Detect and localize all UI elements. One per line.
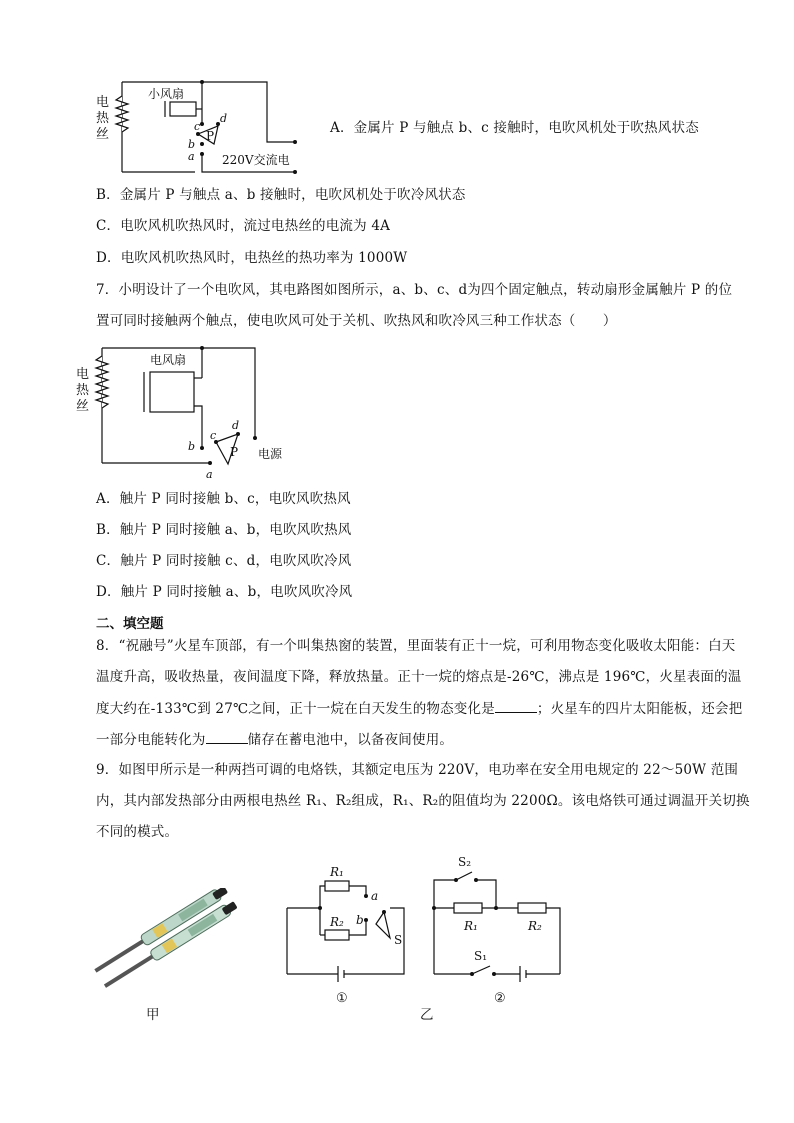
c2-label-r1: R₁ — [464, 919, 478, 933]
c1-caption: ① — [336, 991, 348, 1006]
q7-contact-b: b — [188, 440, 196, 453]
q7-option-a: A．触片 P 同时接触 b、c，电吹风吹热风 — [96, 491, 351, 507]
q7-contact-c: c — [210, 429, 217, 442]
q6-option-d: D．电吹风机吹热风时，电热丝的热功率为 1000W — [96, 250, 408, 266]
q6-heater-char-1: 电 — [96, 95, 110, 110]
q7-option-b: B．触片 P 同时接触 a、b，电吹风吹热风 — [96, 522, 352, 538]
q8-blank-2[interactable] — [206, 729, 248, 744]
q8-line-4-end: 储存在蓄电池中，以备夜间使用。 — [247, 732, 454, 748]
fig-label-jia: 甲 — [146, 1007, 160, 1023]
q6-option-a: A．金属片 P 与触点 b、c 接触时，电吹风机处于吹热风状态 — [330, 120, 699, 136]
c2-label-r2: R₂ — [528, 919, 542, 933]
q6-source-label: 220V交流电 — [222, 153, 290, 167]
c1-contact-a: a — [371, 889, 379, 903]
q6-heater-char-2: 热 — [96, 111, 110, 126]
q7-stem-line-1: 7．小明设计了一个电吹风，其电路图如图所示，a、b、c、d为四个固定触点，转动扇形金属触片 P 的位 — [96, 282, 733, 298]
q8-line-1: 8．“祝融号”火星车顶部，有一个叫集热窗的装置，里面装有正十一烷，可利用物态变化吸收太阳能：白天 — [96, 638, 736, 654]
q8-line-3 — [96, 698, 742, 719]
c1-label-r1: R₁ — [330, 865, 344, 879]
c2-label-s2: S₂ — [458, 855, 472, 869]
q7-option-d: D．触片 P 同时接触 a、b，电吹风吹冷风 — [96, 584, 353, 600]
fig-label-yi: 乙 — [420, 1007, 434, 1023]
c1-switch-s: S — [394, 933, 403, 947]
q6-contact-c: c — [194, 120, 201, 133]
q8-blank-1[interactable] — [495, 698, 537, 713]
q7-contact-d: d — [232, 419, 240, 432]
q8-line-2: 温度升高，吸收热量，夜间温度下降，释放热量。正十一烷的熔点是-26℃，沸点是 196℃，火星表面的温 — [96, 669, 742, 685]
c2-caption: ② — [494, 991, 506, 1006]
q6-heater-char-3: 丝 — [96, 127, 110, 142]
q7-heater-char-1: 电 — [76, 367, 90, 382]
q6-contact-b: b — [188, 138, 196, 151]
q7-fan-label: 电风扇 — [150, 353, 187, 367]
soldering-iron-photo — [80, 888, 248, 994]
q6-fan-label: 小风扇 — [148, 87, 185, 101]
q7-contact-a: a — [206, 468, 213, 481]
q7-switch-label: P — [230, 445, 239, 459]
q9-circuit-2 — [428, 852, 568, 1012]
q6-circuit-diagram — [90, 72, 340, 184]
q8-line-4-start: 一部分电能转化为 — [96, 732, 206, 748]
q6-contact-d: d — [220, 112, 228, 125]
q7-heater-char-2: 热 — [76, 383, 90, 398]
q7-stem-line-2: 置可同时接触两个触点，使电吹风可处于关机、吹热风和吹冷风三种工作状态（ ） — [96, 313, 617, 329]
q6-contact-a: a — [188, 150, 195, 163]
q9-circuit-1 — [282, 852, 412, 1012]
q9-line-3: 不同的模式。 — [96, 824, 179, 840]
section-title-fill-in: 二、填空题 — [96, 616, 164, 632]
q7-heater-char-3: 丝 — [76, 399, 90, 414]
c1-contact-b: b — [356, 913, 364, 927]
q6-switch-label: P — [206, 129, 215, 143]
q7-option-c: C．触片 P 同时接触 c、d，电吹风吹冷风 — [96, 553, 352, 569]
q7-source-label: 电源 — [258, 447, 283, 461]
q7-circuit-diagram — [70, 338, 310, 483]
q9-line-2: 内，其内部发热部分由两根电热丝 R₁、R₂组成，R₁、R₂的阻值均为 2200Ω。该电烙铁可通过调温开关切换 — [96, 793, 750, 809]
c1-label-r2: R₂ — [330, 915, 344, 929]
q8-line-3-start: 度大约在-133℃到 27℃之间，正十一烷在白天发生的物态变化是 — [96, 701, 495, 717]
q6-option-c: C．电吹风机吹热风时，流过电热丝的电流为 4A — [96, 218, 391, 234]
q6-option-b: B．金属片 P 与触点 a、b 接触时，电吹风机处于吹冷风状态 — [96, 187, 466, 203]
c2-label-s1: S₁ — [474, 949, 488, 963]
q8-line-3-end: ；火星车的四片太阳能板，还会把 — [536, 701, 743, 717]
q9-line-1: 9．如图甲所示是一种两挡可调的电烙铁，其额定电压为 220V，电功率在安全用电规定的 22～50W 范围 — [96, 762, 739, 778]
q8-line-4 — [96, 729, 453, 750]
